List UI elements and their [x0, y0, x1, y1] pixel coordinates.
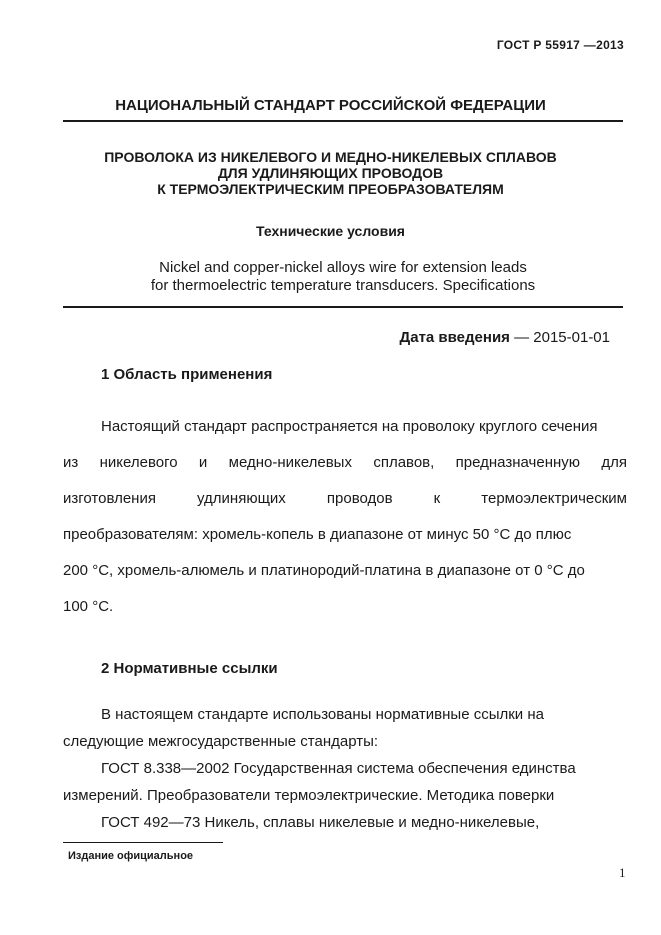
russian-title-line-2: ДЛЯ УДЛИНЯЮЩИХ ПРОВОДОВ	[217, 165, 444, 181]
national-standard-title: НАЦИОНАЛЬНЫЙ СТАНДАРТ РОССИЙСКОЙ ФЕДЕРАЦИИ	[115, 97, 546, 114]
subtitle: Технические условия	[256, 223, 405, 239]
section-1-line-1: Настоящий стандарт распространяется на проволоку круглого сечения	[101, 418, 598, 435]
english-title	[0, 259, 661, 295]
russian-title-line-1: ПРОВОЛОКА ИЗ НИКЕЛЕВОГО И МЕДНО-НИКЕЛЕВЫХ СПЛАВОВ	[104, 149, 557, 165]
introduction-date	[400, 329, 610, 346]
footnote-official-edition: Издание официальное	[68, 850, 194, 862]
section-1-line-4: преобразователям: хромель-копель в диапазоне от минус 50 °С до плюс	[63, 526, 572, 543]
title-divider-bottom	[63, 306, 623, 308]
section-2-line-2: следующие межгосударственные стандарты:	[63, 733, 379, 750]
section-1-heading: 1 Область применения	[101, 366, 273, 383]
russian-title-line-3: К ТЕРМОЭЛЕКТРИЧЕСКИМ ПРЕОБРАЗОВАТЕЛЯМ	[157, 181, 504, 197]
introduction-date-label: Дата введения	[399, 329, 510, 346]
footnote-divider	[63, 842, 223, 843]
section-2-line-3: ГОСТ 8.338—2002 Государственная система обеспечения единства	[101, 760, 576, 777]
document-code: ГОСТ Р 55917 —2013	[496, 38, 624, 52]
english-title-line-2: for thermoelectric temperature transducers. Specifications	[150, 277, 536, 294]
page-number: 1	[619, 865, 626, 880]
title-divider-top	[63, 120, 623, 122]
introduction-date-dash: —	[509, 329, 534, 346]
section-2-line-1: В настоящем стандарте использованы нормативные ссылки на	[101, 706, 544, 723]
section-2-line-4: измерений. Преобразователи термоэлектрические. Методика поверки	[63, 787, 555, 804]
section-2-line-5: ГОСТ 492—73 Никель, сплавы никелевые и медно-никелевые,	[101, 814, 540, 831]
english-title-line-1: Nickel and copper-nickel alloys wire for extension leads	[159, 259, 527, 276]
russian-title	[0, 149, 661, 197]
section-1-line-2: из никелевого и медно-никелевых сплавов, предназначенную для	[63, 454, 627, 471]
section-1-line-3: изготовления удлиняющих проводов к термоэлектрическим	[63, 490, 627, 507]
introduction-date-value: 2015-01-01	[533, 329, 610, 346]
section-1-line-5: 200 °С, хромель-алюмель и платинородий-платина в диапазоне от 0 °С до	[63, 562, 585, 579]
section-1-line-6: 100 °С.	[63, 598, 114, 615]
section-2-body	[63, 701, 627, 836]
section-2-heading: 2 Нормативные ссылки	[101, 660, 278, 677]
